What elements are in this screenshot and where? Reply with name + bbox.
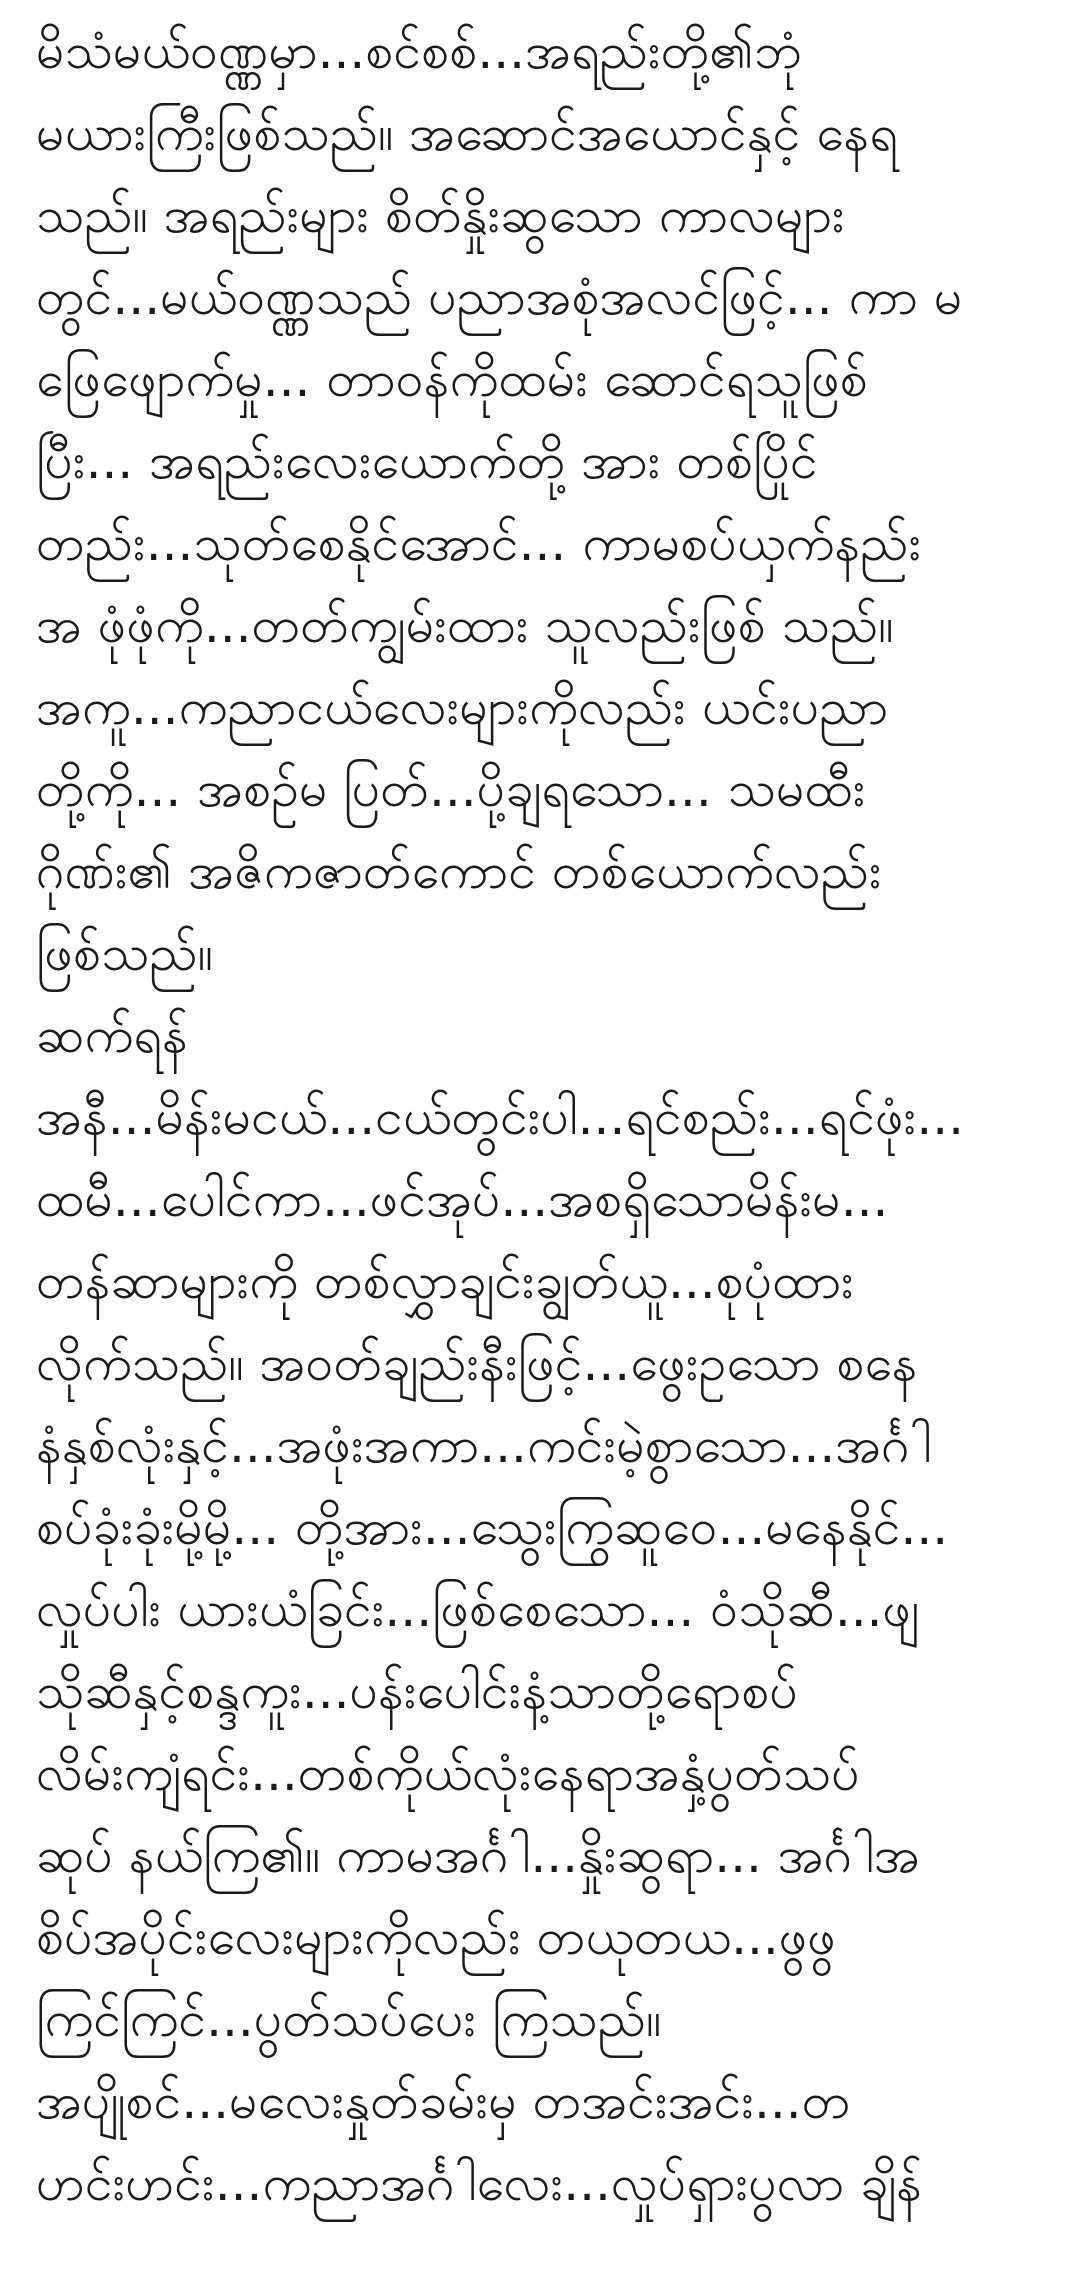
article-body: [36, 10, 1066, 2224]
text-line: လိုက်သည်။ အဝတ်ချည်းနီးဖြင့်...ဖွေးဥသော စနေ: [36, 1334, 918, 1392]
text-line: တွင်...မယ်ဝဏ္ဏသည် ပညာအစုံအလင်ဖြင့်... ကာ မ: [36, 268, 963, 326]
text-line: စိပ်အပိုင်းလေးများကိုလည်း တယုတယ...ဖွဖွ: [36, 1908, 836, 1966]
text-line: လှုပ်ပါး ယားယံခြင်း...ဖြစ်စေသော... ဝံသိုဆီ...ဖျ: [36, 1580, 920, 1638]
text-line: တည်း...သုတ်စေနိုင်အောင်... ကာမစပ်ယှက်နည်း: [36, 514, 922, 572]
text-line: ထမီ...ပေါင်ကာ...ဖင်အုပ်...အစရှိသောမိန်းမ...: [36, 1170, 889, 1228]
text-line: ဖြစ်သည်။: [36, 924, 213, 982]
text-line: အပျိုစင်...မလေးနှုတ်ခမ်းမှ တအင်းအင်း...တ: [36, 2072, 851, 2130]
text-line: အ ဖုံဖုံကို...တတ်ကျွမ်းထား သူလည်းဖြစ် သည်။: [36, 596, 894, 654]
text-line: ကြင်ကြင်...ပွတ်သပ်ပေး ကြသည်။: [36, 1990, 662, 2048]
text-line: ဟင်းဟင်း...ကညာအင်္ဂါလေး...လှုပ်ရှားပွလာ ချိန်: [36, 2154, 923, 2212]
text-line: အနီ...မိန်းမငယ်...ငယ်တွင်းပါ...ရင်စည်း...ရင်ဖုံး...: [36, 1088, 965, 1146]
text-line: တန်ဆာများကို တစ်လွှာချင်းချွတ်ယူ...စုပုံထား: [36, 1252, 854, 1310]
text-line: မိသံမယ်ဝဏ္ဏမှာ...စင်စစ်...အရည်းတို့၏ဘုံ: [36, 22, 803, 80]
continue-label: ဆက်ရန်: [36, 1006, 188, 1064]
text-line: နံနှစ်လုံးနှင့်...အဖုံးအကာ...ကင်းမဲ့စွာသော...အင်္ဂါ: [36, 1416, 932, 1474]
text-line: ဂိုဏ်း၏ အဇိကဇာတ်ကောင် တစ်ယောက်လည်း: [36, 842, 882, 900]
text-line: မယားကြီးဖြစ်သည်။ အဆောင်အယောင်နှင့် နေရ: [36, 104, 898, 162]
text-line: တို့ကို... အစဉ်မ ပြတ်...ပို့ချရသော... သမထီး: [36, 760, 866, 818]
text-line: သည်။ အရည်းများ စိတ်နှိုးဆွသော ကာလများ: [36, 186, 845, 244]
text-line: သိုဆီနှင့်စန္ဒကူး...ပန်းပေါင်းနံ့သာတို့ရောစပ်: [36, 1662, 798, 1720]
text-line: ပြီး... အရည်းလေးယောက်တို့ အား တစ်ပြိုင်: [36, 432, 818, 490]
text-line: ဖြေဖျောက်မှု... တာဝန်ကိုထမ်း ဆောင်ရသူဖြစ်: [36, 350, 868, 408]
text-line: စပ်ခုံးခုံးမို့မို့... တို့အား...သွေးကြွဆူဝေ...မနေနိုင်...: [36, 1498, 949, 1556]
text-line: အကူ...ကညာငယ်လေးများကိုလည်း ယင်းပညာ: [36, 678, 889, 736]
text-line: လိမ်းကျံရင်း...တစ်ကိုယ်လုံးနေရာအနှံ့ပွတ်သပ်: [36, 1744, 860, 1802]
text-line: ဆုပ် နယ်ကြ၏။ ကာမအင်္ဂါ...နှိုးဆွရာ... အင်္ဂါအ: [36, 1826, 920, 1884]
